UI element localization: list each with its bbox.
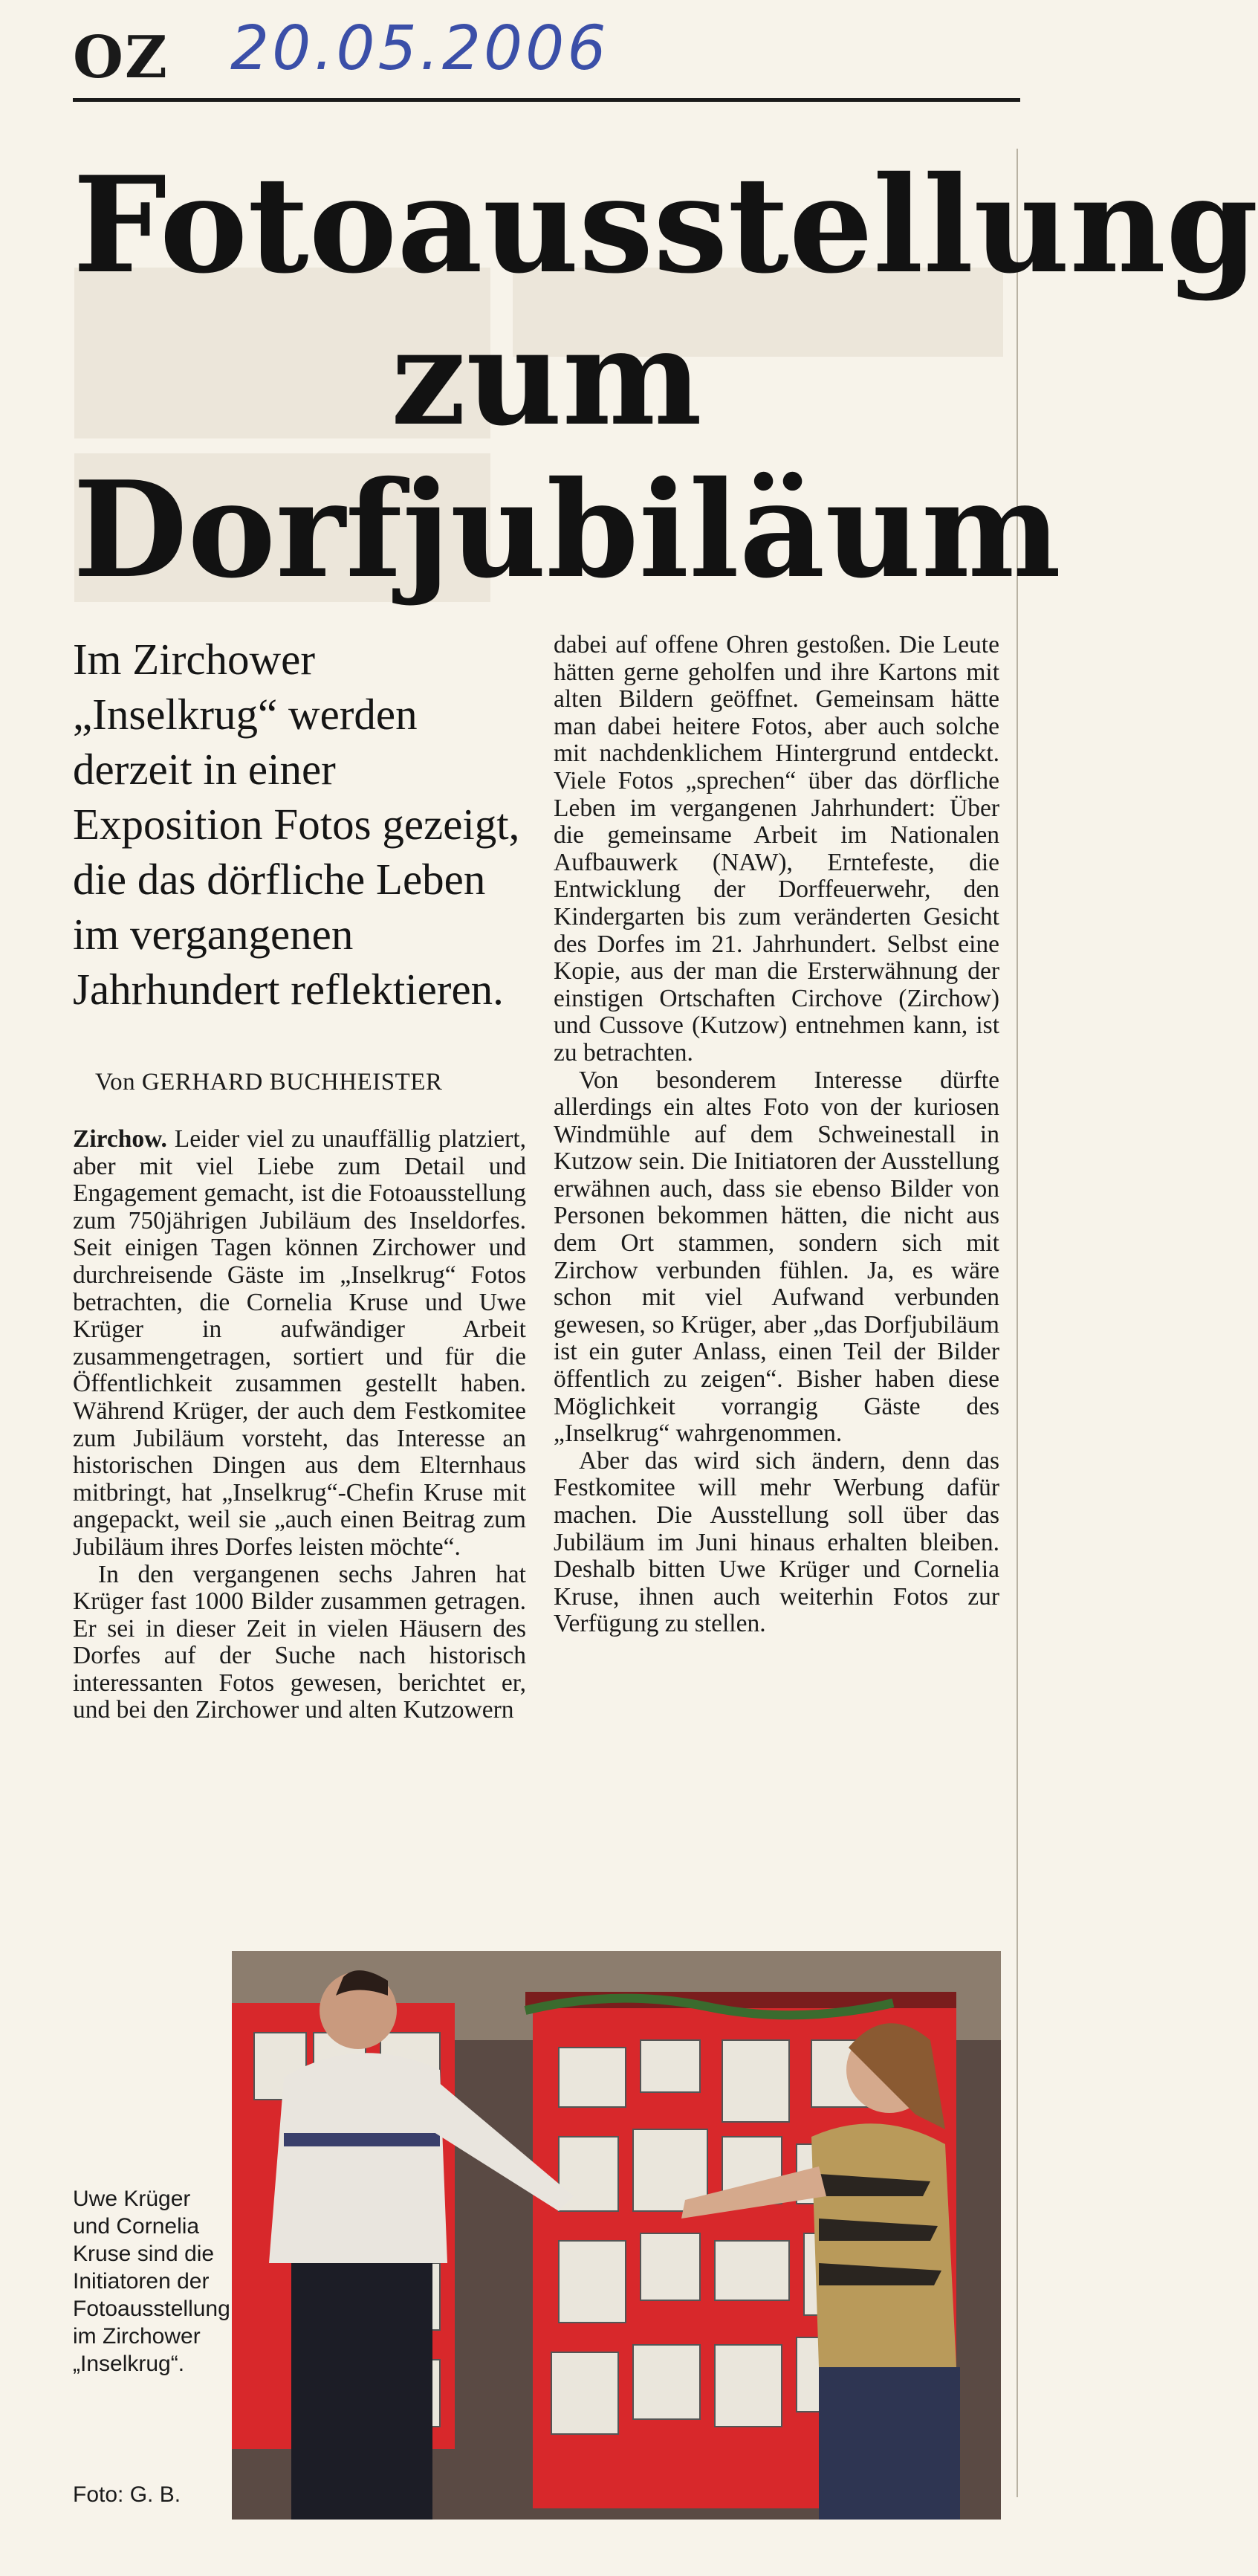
article-column-right bbox=[554, 632, 999, 1638]
article-column-left bbox=[73, 632, 526, 1724]
exhibition-photo bbox=[232, 1951, 1001, 2520]
body-paragraph: In den vergangenen sechs Jahren hat Krüger fast 1000 Bilder zusammen getragen. Er sei in dieser Zeit in vielen Häusern des Dorfes auf der Suche nach historisch interessanten Fotos gewesen, berichtet er, und bei den Zirchower und alten Kutzowern bbox=[73, 1560, 526, 1724]
handwritten-date: 20.05.2006 bbox=[230, 13, 609, 84]
photo-caption: Uwe Krüger und Cornelia Kruse sind die Initiatoren der Fotoausstellung im Zirchower „Inselkrug“. bbox=[73, 2187, 230, 2376]
headline bbox=[73, 147, 1258, 607]
headline-line: Dorfjubiläum bbox=[73, 452, 1062, 607]
exhibition-photo-illustration bbox=[232, 1951, 1001, 2520]
body-paragraph: dabei auf offene Ohren gestoßen. Die Leute hätten gerne geholfen und ihre Kartons mit alten Bildern geöffnet. Gemeinsam hätte man dabei heitere Fotos, aber auch solche mit nachdenklichem Hintergrund entdeckt. Viele Fotos „sprechen“ über das dörfliche Leben im vergangenen Jahrhundert: Über die gemeinsame Arbeit im Nationalen Aufbauwerk (NAW), Erntefeste, die Entwicklung der Dorffeuerwehr, den Kindergarten bis zum veränderten Gesicht des Dorfes im 21. Jahrhundert. Selbst eine Kopie, aus der man die Ersterwähnung der einstigen Ortschaften Circhove (Zirchow) und Cussove (Kutzow) entnehmen kann, ist zu betrachten. bbox=[554, 631, 999, 1067]
body-text: Leider viel zu unauffällig platziert, aber mit viel Liebe zum Detail und Engagement gemacht, ist die Fotoausstellung zum 750jährigen Jubiläum des Inseldorfes. Seit einigen Tagen können Zirchower und durchreisende Gäste im „Inselkrug“ Fotos betrachten, die Cornelia Kruse und Uwe Krüger in aufwändiger Arbeit zusammengetragen, sortiert und für die Öffentlichkeit zusammen gestellt haben. Während Krüger, der auch dem Festkomitee zum Jubiläum vorsteht, das Interesse an historischen Dingen aus dem Elternhaus mitbringt, hat „Inselkrug“-Chefin Kruse mit angepackt, weil sie „auch einen Beitrag zum Jubiläum ihres Dorfes leisten möchte“. bbox=[73, 1125, 526, 1561]
byline: Von GERHARD BUCHHEISTER bbox=[95, 1069, 443, 1096]
newspaper-name: OZ bbox=[73, 24, 169, 91]
headline-line: zum bbox=[391, 300, 702, 455]
headline-line: Fotoausstellung bbox=[73, 147, 1258, 302]
lead-paragraph: Im Zirchower „Inselkrug“ werden derzeit in einer Exposition Fotos gezeigt, die das dörfliche Leben im vergangenen Jahrhundert reflektieren. bbox=[73, 635, 520, 1014]
body-paragraph: Aber das wird sich ändern, denn das Festkomitee will mehr Werbung dafür machen. Die Ausstellung soll über das Jubiläum im Juni hinaus erhalten bleiben. Deshalb bitten Uwe Krüger und Cornelia Kruse, ihnen auch weiterhin Fotos zur Verfügung zu stellen. bbox=[554, 1446, 999, 1638]
header-rule bbox=[73, 98, 1020, 102]
body-paragraph bbox=[73, 1126, 526, 1562]
body-paragraph: Von besonderem Interesse dürfte allerdings ein altes Foto von der kuriosen Windmühle auf dem Schweinestall in Kutzow sein. Die Initiatoren der Ausstellung erwähnen auch, dass sie ebenso Bilder von Personen bekommen hätten, die nicht aus dem Ort stammen, sondern sich mit Zirchow verbunden fühlen. Ja, es wäre schon mit viel Aufwand verbunden gewesen, so Krüger, aber „das Dorfjubiläum ist ein guter Anlass, einen Teil der Bilder öffentlich zu zeigen“. Bisher haben diese Möglichkeit vorrangig Gäste des „Inselkrug“ wahrgenommen. bbox=[554, 1066, 999, 1448]
dateline: Zirchow. bbox=[73, 1125, 167, 1153]
photo-credit: Foto: G. B. bbox=[73, 2482, 181, 2507]
